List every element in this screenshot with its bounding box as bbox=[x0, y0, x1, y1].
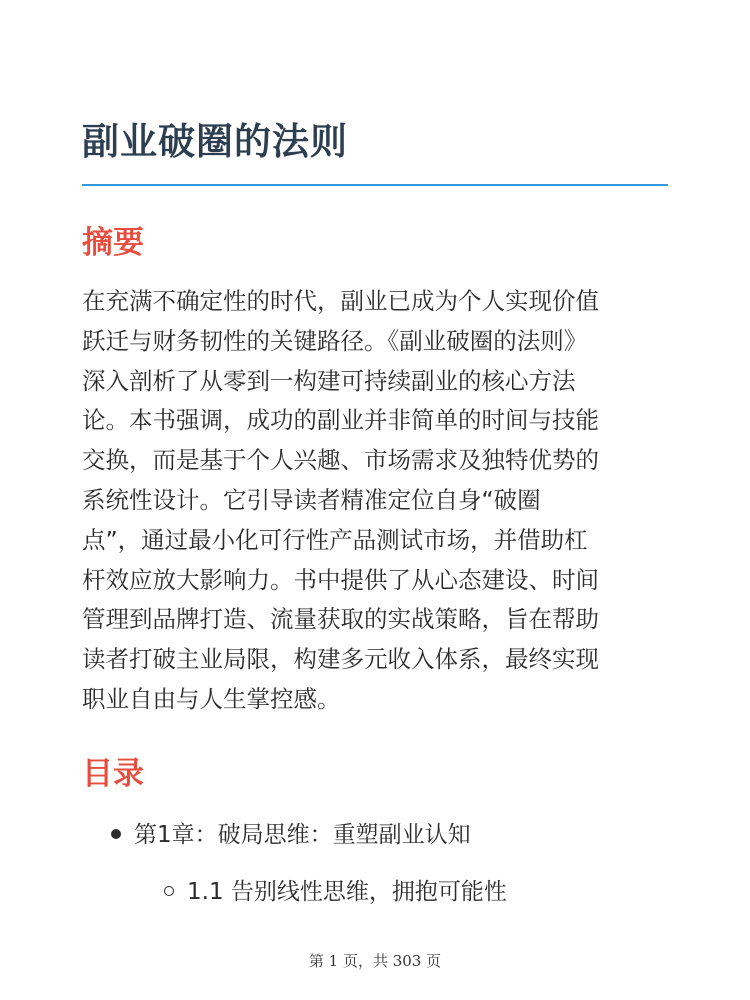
toc-item-label: 第1章：破局思维：重塑副业认知 bbox=[134, 822, 471, 848]
summary-line: 点”，通过最小化可行性产品测试市场，并借助杠 bbox=[82, 525, 588, 554]
summary-line: 深入剖析了从零到一构建可持续副业的核心方法 bbox=[82, 366, 576, 395]
summary-line: 系统性设计。它引导读者精准定位自身“破圈 bbox=[82, 485, 541, 514]
page-footer: 第 1 页，共 303 页 bbox=[308, 952, 442, 970]
summary-line: 论。本书强调，成功的副业并非简单的时间与技能 bbox=[82, 406, 599, 435]
document-title: 副业破圈的法则 bbox=[82, 120, 348, 163]
summary-line: 杆效应放大影响力。书中提供了从心态建设、时间 bbox=[82, 565, 599, 594]
title-divider bbox=[82, 184, 668, 186]
summary-line: 交换，而是基于个人兴趣、市场需求及独特优势的 bbox=[82, 446, 599, 475]
toc-item-label: 1.1 告别线性思维，拥抱可能性 bbox=[187, 879, 507, 905]
toc-heading: 目录 bbox=[82, 756, 144, 792]
summary-line: 读者打破主业局限，构建多元收入体系，最终实现 bbox=[82, 645, 599, 674]
summary-line: 在充满不确定性的时代，副业已成为个人实现价值 bbox=[82, 287, 599, 315]
summary-line: 跃迁与财务韧性的关键路径。《副业破圈的法则》 bbox=[82, 326, 588, 355]
bullet-disc-icon bbox=[111, 829, 121, 839]
summary-line: 管理到品牌打造、流量获取的实战策略，旨在帮助 bbox=[82, 605, 599, 634]
summary-paragraph bbox=[82, 282, 668, 720]
toc-item-section-1-1[interactable] bbox=[164, 872, 507, 912]
bullet-circle-icon bbox=[164, 886, 174, 896]
toc-item-chapter-1[interactable] bbox=[111, 815, 471, 855]
summary-line: 职业自由与人生掌控感。 bbox=[82, 684, 341, 713]
summary-heading: 摘要 bbox=[82, 225, 144, 261]
